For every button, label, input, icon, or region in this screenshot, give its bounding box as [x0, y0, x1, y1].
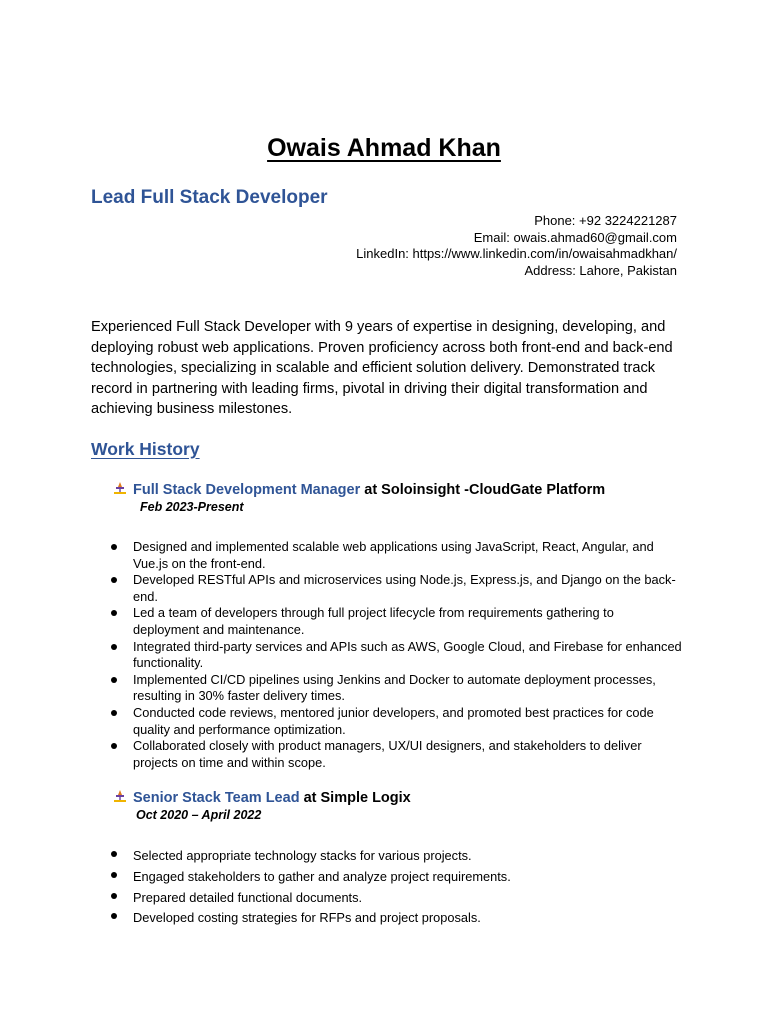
list-item: Selected appropriate technology stacks for various projects.: [108, 846, 683, 867]
list-item: Designed and implemented scalable web applications using JavaScript, React, Angular, and Vue.js on the front-end.: [108, 539, 683, 572]
pushpin-bullet-icon: [113, 481, 127, 495]
job-date: Feb 2023-Present: [140, 500, 244, 514]
job-responsibilities: [108, 539, 683, 771]
contact-address: Address: Lahore, Pakistan: [524, 262, 677, 278]
job-responsibilities: [108, 846, 683, 929]
work-history-heading: Work History: [91, 439, 200, 459]
job-heading: [113, 789, 411, 806]
list-item: Prepared detailed functional documents.: [108, 888, 683, 909]
list-item: Integrated third-party services and APIs such as AWS, Google Cloud, and Firebase for enhanced functionality.: [108, 639, 683, 672]
job-role-title: Lead Full Stack Developer: [91, 187, 328, 208]
list-item: Conducted code reviews, mentored junior developers, and promoted best practices for code quality and performance optimization.: [108, 705, 683, 738]
job-company: at Soloinsight -CloudGate Platform: [360, 482, 606, 498]
job-company: at Simple Logix: [299, 790, 411, 806]
contact-block: [356, 213, 677, 279]
list-item: Developed costing strategies for RFPs and project proposals.: [108, 908, 683, 929]
contact-email: Email: owais.ahmad60@gmail.com: [473, 229, 677, 245]
job-heading: [113, 481, 605, 498]
job-title: Senior Stack Team Lead: [133, 790, 300, 806]
job-date: Oct 2020 – April 2022: [136, 808, 262, 822]
list-item: Collaborated closely with product managers, UX/UI designers, and stakeholders to deliver projects on time and within scope.: [108, 738, 683, 771]
pushpin-bullet-icon: [113, 789, 127, 803]
contact-linkedin: LinkedIn: https://www.linkedin.com/in/owaisahmadkhan/: [356, 246, 677, 262]
list-item: Implemented CI/CD pipelines using Jenkins and Docker to automate deployment processes, resulting in 30% faster delivery times.: [108, 672, 683, 705]
profile-summary: Experienced Full Stack Developer with 9 years of expertise in designing, developing, and deploying robust web applications. Proven proficiency across both front-end and back-end technologies, specializing in scalable and efficient solution delivery. Demonstrated track record in partnering with leading firms, pivotal in driving their digital transformation and achieving business milestones.: [91, 319, 673, 418]
job-title: Full Stack Development Manager: [133, 482, 361, 498]
list-item: Led a team of developers through full project lifecycle from requirements gathering to deployment and maintenance.: [108, 605, 683, 638]
list-item: Engaged stakeholders to gather and analyze project requirements.: [108, 867, 683, 888]
candidate-name: Owais Ahmad Khan: [267, 134, 501, 162]
list-item: Developed RESTful APIs and microservices using Node.js, Express.js, and Django on the back-end.: [108, 572, 683, 605]
contact-phone: Phone: +92 3224221287: [534, 213, 677, 228]
